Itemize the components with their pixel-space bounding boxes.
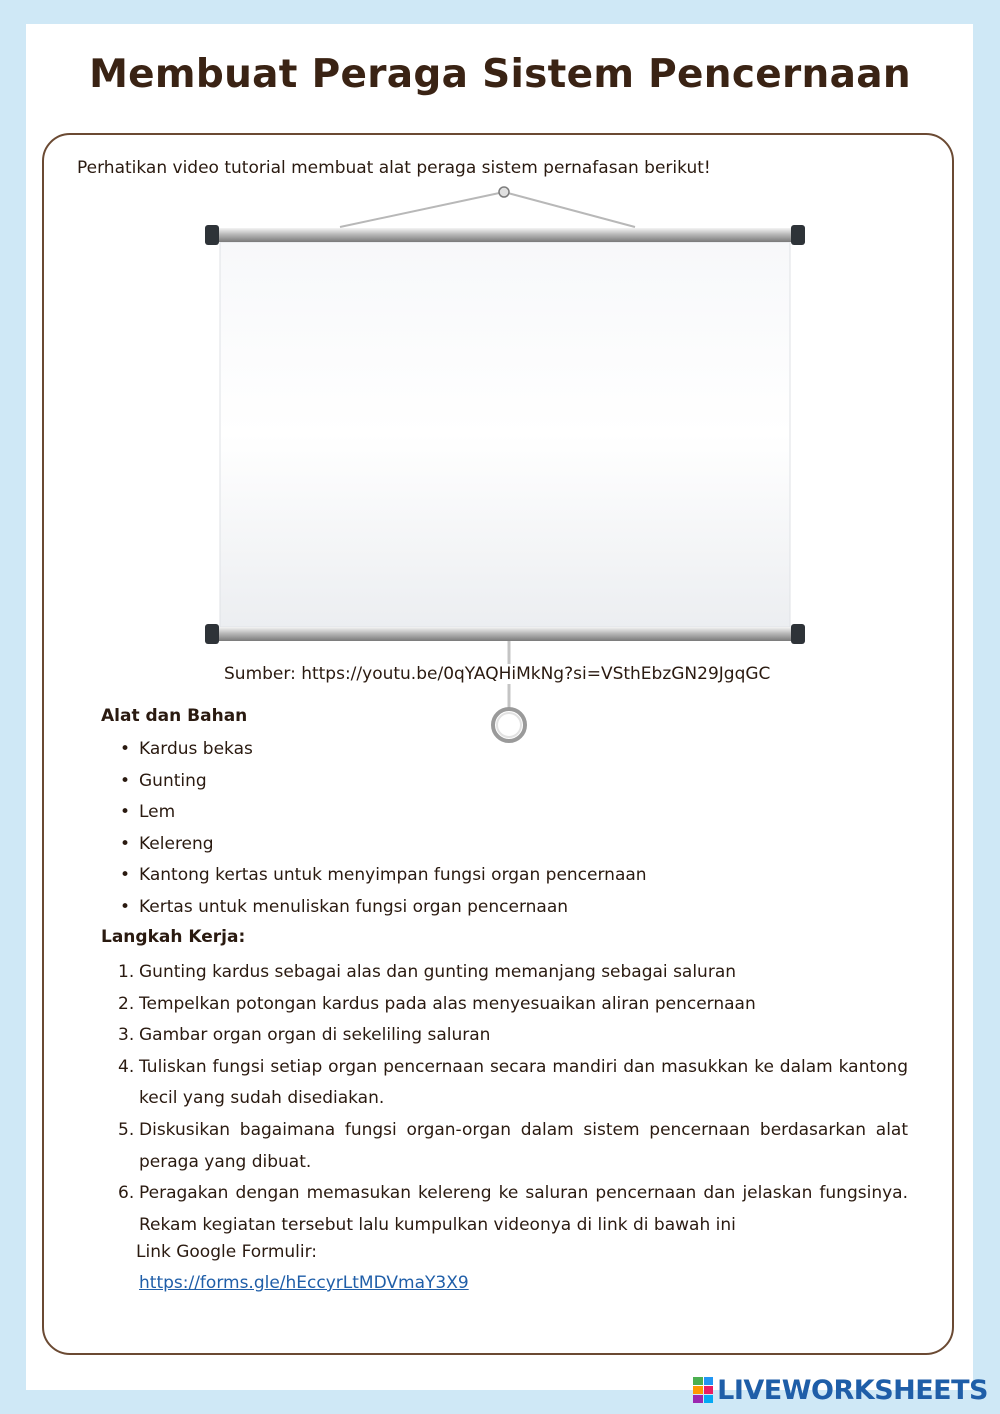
hanging-wire-right bbox=[504, 192, 635, 227]
google-form-link[interactable]: https://forms.gle/hEccyrLtMDVmaY3X9 bbox=[139, 1273, 469, 1293]
brand-name: LIVEWORKSHEETS bbox=[717, 1374, 988, 1406]
hanging-hook-icon bbox=[499, 187, 509, 197]
page-title: Membuat Peraga Sistem Pencernaan bbox=[89, 52, 911, 97]
list-item: • Kertas untuk menuliskan fungsi organ pencernaan bbox=[118, 894, 647, 926]
step-item: 5. Diskusikan bagaimana fungsi organ-organ dalam sistem pencernaan berdasarkan alat peraga yang dibuat. bbox=[118, 1119, 908, 1172]
steps-list bbox=[118, 957, 908, 1241]
list-item: • Lem bbox=[118, 799, 647, 831]
bullet-icon: • bbox=[120, 865, 131, 886]
step-item: 6. Peragakan dengan memasukan kelereng ke saluran pencernaan dan jelaskan fungsinya. Rekam kegiatan tersebut lalu kumpulkan videonya di link di bawah ini bbox=[118, 1183, 908, 1235]
top-left-cap bbox=[205, 225, 219, 245]
bottom-right-cap bbox=[791, 624, 805, 644]
video-source: Sumber: https://youtu.be/0qYAQHiMkNg?si=VSthEbzGN29JgqGC bbox=[224, 664, 771, 684]
intro-text: Perhatikan video tutorial membuat alat peraga sistem pernafasan berikut! bbox=[77, 158, 711, 178]
liveworksheets-logo-icon bbox=[693, 1377, 713, 1403]
step-item: 3. Gambar organ organ di sekeliling saluran bbox=[118, 1025, 491, 1046]
hanging-wire-left bbox=[340, 192, 504, 227]
materials-list bbox=[118, 736, 647, 926]
form-link-label: Link Google Formulir: bbox=[136, 1242, 318, 1262]
list-item: • Kantong kertas untuk menyimpan fungsi organ pencernaan bbox=[118, 862, 647, 894]
step-item: 2. Tempelkan potongan kardus pada alas menyesuaikan aliran pencernaan bbox=[118, 993, 756, 1014]
step-item: 1. Gunting kardus sebagai alas dan gunting memanjang sebagai saluran bbox=[118, 962, 737, 982]
bullet-icon: • bbox=[120, 896, 131, 917]
list-item: • Gunting bbox=[118, 768, 647, 800]
step-item: 4. Tuliskan fungsi setiap organ pencernaan secara mandiri dan masukkan ke dalam kantong kecil yang sudah disediakan. bbox=[118, 1056, 908, 1109]
bullet-icon: • bbox=[120, 739, 131, 759]
bullet-icon: • bbox=[120, 802, 131, 823]
steps-heading: Langkah Kerja: bbox=[101, 927, 246, 947]
pull-ring-inner bbox=[497, 713, 521, 737]
bullet-icon: • bbox=[120, 833, 131, 854]
materials-heading: Alat dan Bahan bbox=[101, 706, 248, 726]
bullet-icon: • bbox=[120, 770, 131, 791]
bottom-left-cap bbox=[205, 624, 219, 644]
top-roller-bar bbox=[212, 228, 798, 242]
brand-logo[interactable] bbox=[693, 1373, 988, 1407]
list-item: • Kardus bekas bbox=[118, 736, 647, 768]
list-item: • Kelereng bbox=[118, 831, 647, 863]
top-right-cap bbox=[791, 225, 805, 245]
bottom-roller-bar bbox=[212, 627, 798, 641]
screen-surface bbox=[220, 242, 790, 627]
